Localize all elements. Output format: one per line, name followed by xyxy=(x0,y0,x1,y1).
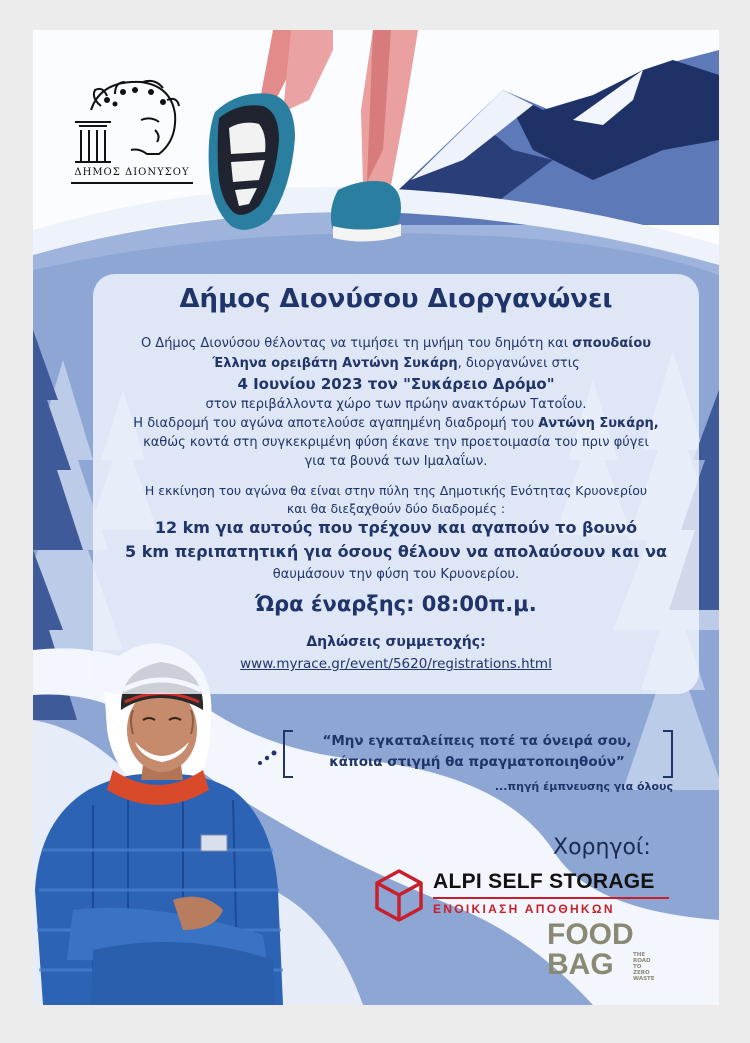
start-location-line: Η εκκίνηση του αγώνα θα είναι στην πύλη της Δημοτικής Ενότητας Κρυονερίου xyxy=(144,483,648,498)
foodbag-tag-5: WASTE xyxy=(633,976,655,982)
foodbag-tag-4: ZERO xyxy=(633,970,650,976)
dots-icon xyxy=(257,748,279,768)
intro-line-2 xyxy=(93,356,699,371)
foodbag-tag-3: TO xyxy=(633,964,642,970)
route-5km: 5 km περιπατητική για όσους θέλουν να απολαύσουν και να xyxy=(125,542,667,561)
alpi-sponsor-logo xyxy=(373,868,693,926)
quote-line-1: “Μην εγκαταλείπεις ποτέ τα όνειρά σου, xyxy=(322,733,632,749)
foodbag-line-1: FOOD xyxy=(547,918,634,951)
dionysus-head-logo-icon xyxy=(71,70,193,166)
climber-name: Έλληνα ορειβάτη Αντώνη Συκάρη xyxy=(212,356,458,371)
alpi-subtitle: ΕΝΟΙΚΙΑΣΗ ΑΠΟΘΗΚΩΝ xyxy=(433,902,615,916)
intro-line-2-text: , διοργανώνει στις xyxy=(457,356,580,371)
left-bracket xyxy=(283,730,293,778)
quote-line-2: κάποια στιγμή θα πραγματοποιηθούν” xyxy=(329,754,625,770)
route-line-1-text: Η διαδρομή του αγώνα αποτελούσε αγαπημένη διαδρομή του xyxy=(133,416,539,431)
route-12km: 12 km για αυτούς που τρέχουν και αγαπούν το βουνό xyxy=(154,518,638,537)
intro-line-1-text: Ο Δήμος Διονύσου θέλοντας να τιμήσει τη μνήμη του δημότη και xyxy=(140,336,573,351)
logo-underline xyxy=(71,182,193,184)
logo-text: ΔΗΜΟΣ ΔΙΟΝΥΣΟΥ xyxy=(74,167,190,178)
route-5km-cont: θαυμάσουν την φύση του Κρυονερίου. xyxy=(272,567,520,582)
foodbag-tag-1: THE xyxy=(633,952,646,958)
route-line-1-bold: Αντώνη Συκάρη, xyxy=(538,416,659,431)
routes-intro-line: και θα διεξαχθούν δύο διαδρομές : xyxy=(286,501,506,516)
event-date-name: 4 Ιουνίου 2023 τον "Συκάρειο Δρόμο" xyxy=(237,375,555,393)
alpi-divider xyxy=(433,897,669,899)
event-poster xyxy=(33,30,719,1005)
foodbag-line-2: BAG xyxy=(547,948,614,981)
registration-label: Δηλώσεις συμμετοχής: xyxy=(306,634,486,650)
start-time: Ώρα έναρξης: 08:00π.μ. xyxy=(255,592,537,616)
foodbag-tag-2: ROAD xyxy=(633,958,651,964)
info-card xyxy=(93,274,699,694)
intro-line-1-bold: σπουδαίου xyxy=(572,336,652,351)
card-title: Δήμος Διονύσου Διοργανώνει xyxy=(179,284,613,314)
route-line-3: για τα βουνά των Ιμαλαΐων. xyxy=(304,454,488,469)
registration-link-wrap xyxy=(93,656,699,672)
municipality-logo xyxy=(71,70,193,190)
sponsors-title: Χορηγοί: xyxy=(553,835,651,860)
route-line-2: καθώς κοντά στη συγκεκριμένη φύση έκανε την προετοιμασία του πριν φύγει xyxy=(143,435,649,450)
foodbag-tagline xyxy=(633,952,655,982)
right-bracket xyxy=(663,730,673,778)
venue-line: στον περιβάλλοντα χώρο των πρώην ανακτόρων Τατοΐου. xyxy=(205,397,587,412)
intro-line-1 xyxy=(93,336,699,351)
foodbag-sponsor-logo xyxy=(547,920,687,990)
quote-source: ...πηγή έμπνευσης για όλους xyxy=(494,780,673,793)
route-line-1 xyxy=(93,416,699,431)
registration-link[interactable]: www.myrace.gr/event/5620/registrations.html xyxy=(240,656,552,672)
box-icon xyxy=(373,868,425,922)
alpi-name: ALPI SELF STORAGE xyxy=(433,870,655,893)
